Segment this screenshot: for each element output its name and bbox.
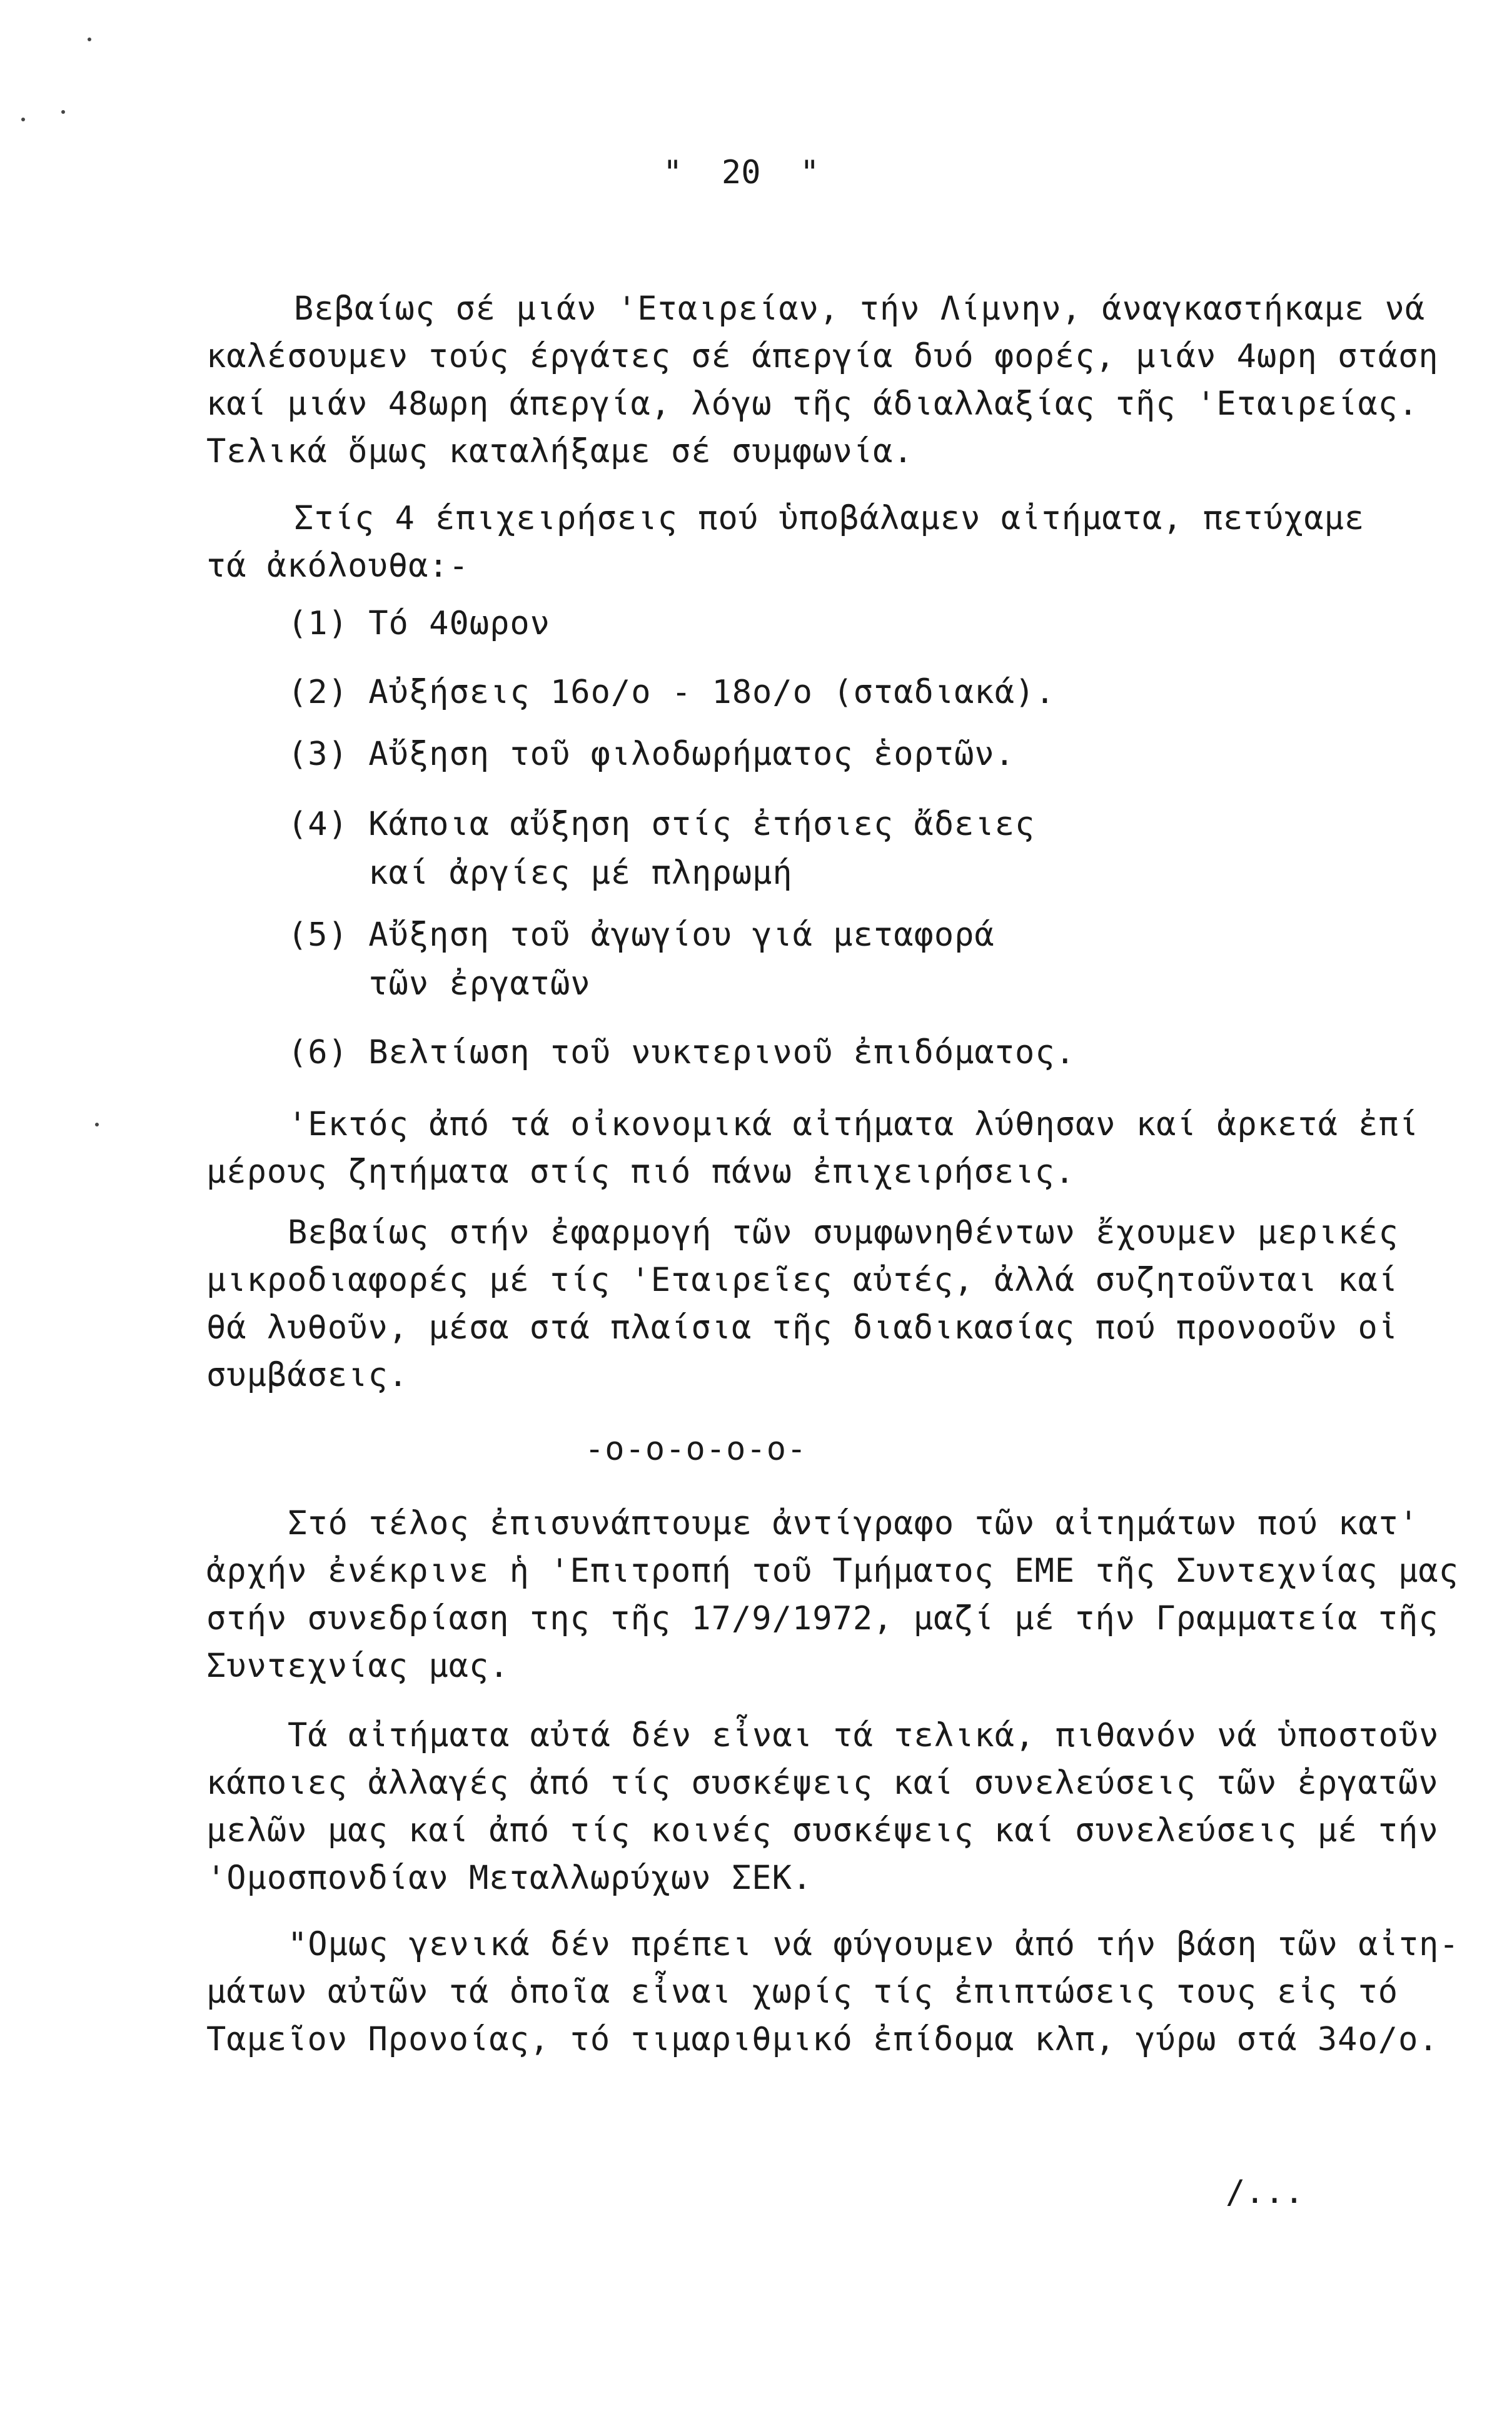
page-number: " 20 " xyxy=(663,154,820,191)
list-item-3: (3) Αὔξηση τοῦ φιλοδωρήματος ἑορτῶν. xyxy=(288,736,1016,773)
section-separator: -o-o-o-o-o- xyxy=(585,1430,807,1468)
paragraph-6-line-3: μελῶν μας καί ἀπό τίς κοινές συσκέψεις καί συνελεύσεις μέ τήν xyxy=(206,1812,1439,1849)
scan-speck xyxy=(95,1123,99,1126)
list-item-6: (6) Βελτίωση τοῦ νυκτερινοῦ ἐπιδόματος. xyxy=(288,1034,1076,1071)
paragraph-2-line-2: τά ἀκόλουθα:- xyxy=(206,547,469,585)
paragraph-4-line-1: Βεβαίως στήν ἐφαρμογή τῶν συμφωνηθέντων ἔχουμεν μερικές xyxy=(288,1214,1399,1252)
scan-speck xyxy=(88,38,91,41)
paragraph-5-line-1: Στό τέλος ἐπισυνάπτουμε ἀντίγραφο τῶν αἰτημάτων πού κατ' xyxy=(288,1505,1419,1542)
paragraph-1-line-2: καλέσουμεν τούς έργάτες σέ άπεργία δυό φορές, μιάν 4ωρη στάση xyxy=(206,338,1439,375)
paragraph-1-line-4: Τελικά ὅμως καταλήξαμε σέ συμφωνία. xyxy=(206,433,914,470)
paragraph-7-line-2: μάτων αὐτῶν τά ὁποῖα εἶναι χωρίς τίς ἐπιπτώσεις τους εἰς τό xyxy=(206,1973,1399,2011)
paragraph-5-line-3: στήν συνεδρίαση της τῆς 17/9/1972, μαζί μέ τήν Γραμματεία τῆς xyxy=(206,1600,1439,1637)
paragraph-7-line-3: Ταμεῖον Προνοίας, τό τιμαριθμικό ἐπίδομα κλπ, γύρω στά 34ο/ο. xyxy=(206,2021,1439,2058)
paragraph-7-line-1: "Ομως γενικά δέν πρέπει νά φύγουμεν ἀπό τήν βάση τῶν αἰτη- xyxy=(288,1926,1459,1963)
paragraph-2-line-1: Στίς 4 έπιχειρήσεις πού ὑποβάλαμεν αἰτήματα, πετύχαμε xyxy=(294,500,1365,537)
paragraph-1-line-1: Βεβαίως σέ μιάν 'Εταιρείαν, τήν Λίμνην, άναγκαστήκαμε νά xyxy=(294,290,1426,328)
paragraph-1-line-3: καί μιάν 48ωρη άπεργία, λόγω τῆς άδιαλλαξίας τῆς 'Εταιρείας. xyxy=(206,385,1419,423)
paragraph-6-line-2: κάποιες ἀλλαγές ἀπό τίς συσκέψεις καί συνελεύσεις τῶν ἐργατῶν xyxy=(206,1764,1439,1802)
paragraph-6-line-1: Τά αἰτήματα αὐτά δέν εἶναι τά τελικά, πιθανόν νά ὑποστοῦν xyxy=(288,1717,1439,1754)
paragraph-3-line-2: μέρους ζητήματα στίς πιό πάνω ἐπιχειρήσεις. xyxy=(206,1153,1076,1191)
scan-speck xyxy=(61,110,65,114)
scan-speck xyxy=(21,118,25,121)
list-item-5-line-1: (5) Αὔξηση τοῦ ἀγωγίου γιά μεταφορά xyxy=(288,916,995,954)
list-item-4-line-2: καί ἀργίες μέ πληρωμή xyxy=(288,854,793,892)
continuation-mark: /... xyxy=(1226,2173,1304,2211)
list-item-5-line-2: τῶν ἐργατῶν xyxy=(288,965,591,1003)
paragraph-4-line-4: συμβάσεις. xyxy=(206,1357,409,1394)
paragraph-6-line-4: 'Ομοσπονδίαν Μεταλλωρύχων ΣΕΚ. xyxy=(206,1859,813,1897)
list-item-4-line-1: (4) Κάποια αὔξηση στίς ἐτήσιες ἄδειες xyxy=(288,806,1036,843)
paragraph-3-line-1: 'Εκτός ἀπό τά οἰκονομικά αἰτήματα λύθησαν καί ἀρκετά ἐπί xyxy=(288,1106,1419,1143)
paragraph-4-line-2: μικροδιαφορές μέ τίς 'Εταιρεῖες αὐτές, ἀλλά συζητοῦνται καί xyxy=(206,1262,1399,1299)
paragraph-5-line-2: ἀρχήν ἐνέκρινε ἡ 'Επιτροπή τοῦ Τμήματος ΕΜΕ τῆς Συντεχνίας μας xyxy=(206,1552,1459,1590)
paragraph-4-line-3: θά λυθοῦν, μέσα στά πλαίσια τῆς διαδικασίας πού προνοοῦν οἱ xyxy=(206,1309,1399,1347)
list-item-2: (2) Αὐξήσεις 16ο/ο - 18ο/ο (σταδιακά). xyxy=(288,674,1056,711)
list-item-1: (1) Τό 40ωρον xyxy=(288,605,550,642)
paragraph-5-line-4: Συντεχνίας μας. xyxy=(206,1647,510,1685)
